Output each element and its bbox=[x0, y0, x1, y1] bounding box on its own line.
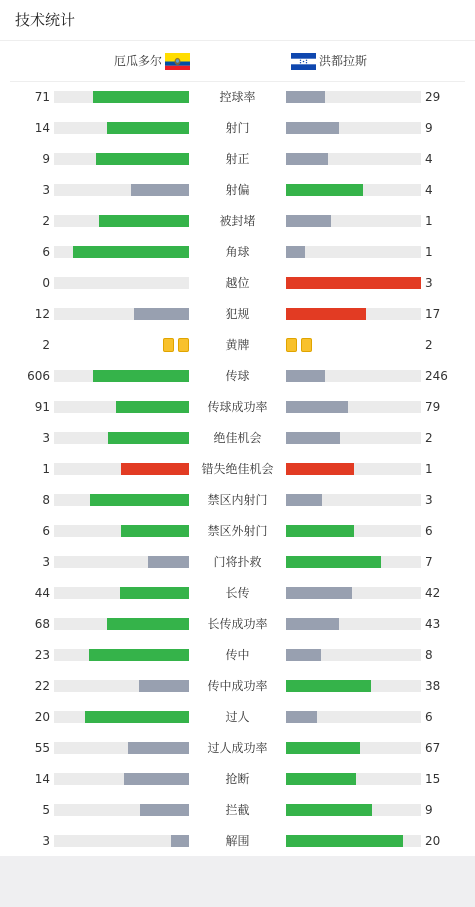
stat-label: 过人 bbox=[225, 710, 250, 724]
away-stat-value: 7 bbox=[425, 555, 433, 569]
away-stat-value: 29 bbox=[425, 90, 441, 104]
stat-label: 门将扑救 bbox=[213, 555, 262, 569]
stat-row bbox=[0, 360, 475, 391]
stat-label: 越位 bbox=[225, 276, 250, 290]
home-bar-track bbox=[54, 835, 189, 847]
stat-row bbox=[0, 112, 475, 143]
away-bar-fill bbox=[286, 277, 421, 289]
away-bar-track bbox=[286, 370, 421, 382]
honduras-flag-icon bbox=[291, 53, 316, 70]
away-stat-value: 4 bbox=[425, 152, 433, 166]
home-stat-value: 606 bbox=[27, 369, 50, 383]
away-stat-value: 3 bbox=[425, 493, 433, 507]
stat-label: 传中 bbox=[225, 648, 250, 662]
away-bar-fill bbox=[286, 246, 305, 258]
home-bar-track bbox=[54, 587, 189, 599]
away-stat-value: 4 bbox=[425, 183, 433, 197]
stat-row bbox=[0, 732, 475, 763]
away-bar-track bbox=[286, 556, 421, 568]
home-bar-track bbox=[54, 432, 189, 444]
yellow-card-icon bbox=[301, 338, 312, 352]
away-bar-fill bbox=[286, 587, 352, 599]
home-bar-fill bbox=[120, 587, 189, 599]
home-bar-fill bbox=[124, 773, 189, 785]
home-bar-track bbox=[54, 773, 189, 785]
home-stat-value: 2 bbox=[42, 338, 50, 352]
away-stat-value: 3 bbox=[425, 276, 433, 290]
stat-label: 抢断 bbox=[225, 772, 250, 786]
home-stat-value: 6 bbox=[42, 245, 50, 259]
stat-label: 长传 bbox=[225, 586, 250, 600]
stat-row bbox=[0, 391, 475, 422]
home-stat-value: 68 bbox=[34, 617, 50, 631]
stat-label: 禁区内射门 bbox=[207, 493, 268, 507]
away-team-name: 洪都拉斯 bbox=[319, 54, 368, 68]
away-stat-value: 17 bbox=[425, 307, 441, 321]
home-bar-track bbox=[54, 494, 189, 506]
away-bar-track bbox=[286, 494, 421, 506]
stat-label: 射门 bbox=[225, 121, 250, 135]
home-bar-fill bbox=[116, 401, 189, 413]
away-bar-fill bbox=[286, 370, 325, 382]
home-bar-track bbox=[54, 91, 189, 103]
stat-row bbox=[0, 484, 475, 515]
away-bar-track bbox=[286, 680, 421, 692]
away-bar-track bbox=[286, 153, 421, 165]
away-bar-fill bbox=[286, 401, 348, 413]
stat-row bbox=[0, 81, 475, 112]
home-stat-value: 23 bbox=[34, 648, 50, 662]
yellow-card-icon bbox=[286, 338, 297, 352]
stat-row bbox=[0, 546, 475, 577]
home-stat-value: 8 bbox=[42, 493, 50, 507]
stat-label: 绝佳机会 bbox=[213, 431, 262, 445]
home-stat-value: 20 bbox=[34, 710, 50, 724]
stat-label: 拦截 bbox=[225, 803, 250, 817]
home-stat-value: 3 bbox=[42, 555, 50, 569]
stat-row bbox=[0, 701, 475, 732]
away-bar-fill bbox=[286, 215, 331, 227]
away-stat-value: 2 bbox=[425, 431, 433, 445]
away-stat-value: 1 bbox=[425, 245, 433, 259]
yellow-card-icon bbox=[163, 338, 174, 352]
home-team-name: 厄瓜多尔 bbox=[113, 54, 162, 68]
stat-label: 长传成功率 bbox=[207, 617, 268, 631]
away-bar-track bbox=[286, 649, 421, 661]
away-stat-value: 2 bbox=[425, 338, 433, 352]
away-bar-fill bbox=[286, 525, 354, 537]
home-bar-track bbox=[54, 711, 189, 723]
away-bar-track bbox=[286, 711, 421, 723]
stat-label: 射偏 bbox=[225, 183, 250, 197]
stat-label: 传球 bbox=[225, 369, 250, 383]
home-bar-fill bbox=[107, 618, 189, 630]
away-bar-track bbox=[286, 804, 421, 816]
stat-label: 被封堵 bbox=[219, 214, 256, 228]
home-bar-fill bbox=[139, 680, 189, 692]
away-stat-value: 6 bbox=[425, 710, 433, 724]
home-stat-value: 5 bbox=[42, 803, 50, 817]
away-stat-value: 1 bbox=[425, 462, 433, 476]
home-bar-fill bbox=[134, 308, 189, 320]
stat-label: 控球率 bbox=[219, 90, 256, 104]
away-bar-track bbox=[286, 432, 421, 444]
stat-row bbox=[0, 825, 475, 856]
stat-label: 角球 bbox=[225, 245, 250, 259]
away-bar-track bbox=[286, 587, 421, 599]
away-bar-track bbox=[286, 184, 421, 196]
away-bar-track bbox=[286, 742, 421, 754]
stat-row bbox=[0, 329, 475, 360]
stat-label: 错失绝佳机会 bbox=[201, 462, 274, 476]
stat-row bbox=[0, 236, 475, 267]
home-stat-value: 3 bbox=[42, 431, 50, 445]
stat-row bbox=[0, 639, 475, 670]
home-stat-value: 1 bbox=[42, 462, 50, 476]
home-bar-fill bbox=[89, 649, 189, 661]
home-bar-fill bbox=[108, 432, 189, 444]
away-bar-track bbox=[286, 835, 421, 847]
stat-row bbox=[0, 453, 475, 484]
home-stat-value: 55 bbox=[34, 741, 50, 755]
away-stat-value: 246 bbox=[425, 369, 448, 383]
stat-label: 射正 bbox=[225, 152, 250, 166]
home-bar-track bbox=[54, 525, 189, 537]
away-bar-track bbox=[286, 91, 421, 103]
home-stat-value: 12 bbox=[34, 307, 50, 321]
away-bar-fill bbox=[286, 742, 360, 754]
home-bar-fill bbox=[121, 525, 189, 537]
home-bar-fill bbox=[93, 370, 189, 382]
stat-row bbox=[0, 577, 475, 608]
home-bar-fill bbox=[73, 246, 189, 258]
home-stat-value: 2 bbox=[42, 214, 50, 228]
teams-header bbox=[0, 41, 475, 81]
away-bar-track bbox=[286, 308, 421, 320]
away-stat-value: 79 bbox=[425, 400, 441, 414]
away-bar-fill bbox=[286, 649, 321, 661]
home-bar-track bbox=[54, 649, 189, 661]
home-stat-value: 71 bbox=[34, 90, 50, 104]
home-bar-track bbox=[54, 680, 189, 692]
home-bar-track bbox=[54, 401, 189, 413]
away-bar-fill bbox=[286, 308, 366, 320]
away-bar-fill bbox=[286, 618, 339, 630]
home-bar-fill bbox=[131, 184, 189, 196]
home-bar-track bbox=[54, 153, 189, 165]
home-bar-track bbox=[54, 618, 189, 630]
home-stat-value: 0 bbox=[42, 276, 50, 290]
away-stat-value: 38 bbox=[425, 679, 441, 693]
home-bar-fill bbox=[107, 122, 189, 134]
away-bar-track bbox=[286, 463, 421, 475]
stat-row bbox=[0, 298, 475, 329]
home-bar-track bbox=[54, 184, 189, 196]
home-yellow-cards bbox=[163, 338, 189, 352]
stat-row bbox=[0, 608, 475, 639]
away-bar-track bbox=[286, 122, 421, 134]
away-stat-value: 67 bbox=[425, 741, 441, 755]
stat-label: 黄牌 bbox=[225, 338, 250, 352]
away-bar-fill bbox=[286, 680, 371, 692]
home-bar-track bbox=[54, 215, 189, 227]
home-bar-fill bbox=[85, 711, 189, 723]
away-bar-fill bbox=[286, 153, 328, 165]
stat-row bbox=[0, 794, 475, 825]
away-bar-track bbox=[286, 277, 421, 289]
away-bar-fill bbox=[286, 804, 372, 816]
home-stat-value: 3 bbox=[42, 834, 50, 848]
home-bar-fill bbox=[121, 463, 189, 475]
yellow-card-icon bbox=[178, 338, 189, 352]
away-bar-track bbox=[286, 525, 421, 537]
away-bar-fill bbox=[286, 184, 363, 196]
home-bar-fill bbox=[171, 835, 189, 847]
stat-label: 过人成功率 bbox=[207, 741, 268, 755]
home-bar-fill bbox=[128, 742, 189, 754]
home-bar-track bbox=[54, 246, 189, 258]
away-bar-fill bbox=[286, 835, 403, 847]
home-stat-value: 44 bbox=[34, 586, 50, 600]
away-stat-value: 15 bbox=[425, 772, 441, 786]
home-bar-fill bbox=[99, 215, 189, 227]
ecuador-flag-icon bbox=[165, 53, 190, 70]
away-bar-track bbox=[286, 618, 421, 630]
home-bar-track bbox=[54, 277, 189, 289]
away-bar-fill bbox=[286, 463, 354, 475]
stat-row bbox=[0, 422, 475, 453]
home-bar-fill bbox=[96, 153, 189, 165]
away-bar-fill bbox=[286, 122, 339, 134]
home-bar-fill bbox=[140, 804, 189, 816]
home-bar-track bbox=[54, 804, 189, 816]
home-bar-track bbox=[54, 742, 189, 754]
stat-row bbox=[0, 143, 475, 174]
stat-row bbox=[0, 267, 475, 298]
stat-row bbox=[0, 515, 475, 546]
away-bar-track bbox=[286, 401, 421, 413]
home-stat-value: 91 bbox=[34, 400, 50, 414]
stat-row bbox=[0, 670, 475, 701]
stat-label: 禁区外射门 bbox=[207, 524, 268, 538]
home-stat-value: 14 bbox=[34, 772, 50, 786]
home-stat-value: 14 bbox=[34, 121, 50, 135]
home-stat-value: 3 bbox=[42, 183, 50, 197]
away-stat-value: 43 bbox=[425, 617, 441, 631]
home-bar-fill bbox=[148, 556, 189, 568]
away-bar-fill bbox=[286, 773, 356, 785]
stat-row bbox=[0, 205, 475, 236]
stat-row bbox=[0, 763, 475, 794]
stat-label: 传球成功率 bbox=[207, 400, 268, 414]
away-bar-track bbox=[286, 215, 421, 227]
home-bar-track bbox=[54, 308, 189, 320]
home-bar-track bbox=[54, 463, 189, 475]
away-stat-value: 42 bbox=[425, 586, 441, 600]
stat-label: 犯规 bbox=[225, 307, 250, 321]
home-bar-track bbox=[54, 556, 189, 568]
stat-row bbox=[0, 174, 475, 205]
away-stat-value: 9 bbox=[425, 803, 433, 817]
home-bar-track bbox=[54, 122, 189, 134]
home-stat-value: 9 bbox=[42, 152, 50, 166]
away-bar-fill bbox=[286, 556, 381, 568]
away-stat-value: 6 bbox=[425, 524, 433, 538]
away-stat-value: 20 bbox=[425, 834, 441, 848]
home-bar-fill bbox=[90, 494, 189, 506]
away-bar-fill bbox=[286, 91, 325, 103]
away-bar-track bbox=[286, 773, 421, 785]
home-bar-track bbox=[54, 370, 189, 382]
away-stat-value: 8 bbox=[425, 648, 433, 662]
home-stat-value: 22 bbox=[34, 679, 50, 693]
away-bar-fill bbox=[286, 432, 340, 444]
away-yellow-cards bbox=[286, 338, 312, 352]
away-stat-value: 9 bbox=[425, 121, 433, 135]
home-stat-value: 6 bbox=[42, 524, 50, 538]
page-title: 技术统计 bbox=[15, 11, 76, 29]
away-bar-fill bbox=[286, 711, 317, 723]
away-stat-value: 1 bbox=[425, 214, 433, 228]
away-bar-track bbox=[286, 246, 421, 258]
away-bar-fill bbox=[286, 494, 322, 506]
stat-label: 传中成功率 bbox=[207, 679, 268, 693]
home-bar-fill bbox=[93, 91, 189, 103]
stat-label: 解围 bbox=[225, 834, 250, 848]
